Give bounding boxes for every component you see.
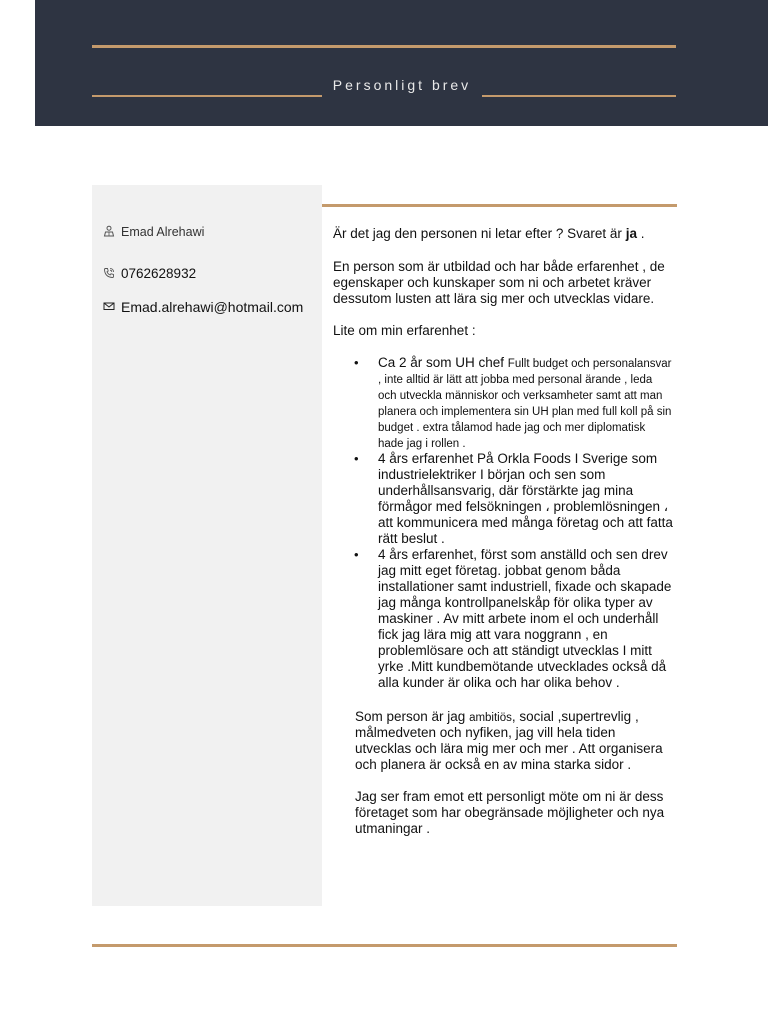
experience-lead: 4 års erfarenhet På Orkla Foods I Sverige som industrielektriker I början och sen som underhållsansvarig, där förstärkte jag mina förmågor med felsökningen ، problemlösningen ، att kommunicera med många företag och att fatta rätt beslut . xyxy=(378,451,673,546)
experience-item xyxy=(333,451,673,547)
person-icon xyxy=(103,225,117,239)
intro-answer: ja xyxy=(625,226,637,241)
contact-email-row xyxy=(103,299,303,315)
experience-heading: Lite om min erfarenhet : xyxy=(333,323,476,338)
contact-phone-row xyxy=(103,266,196,281)
contact-name-row xyxy=(103,225,204,239)
footer-rule xyxy=(92,944,677,947)
personality-rest: , social ,supertrevlig , målmedveten och nyfiken, jag vill hela tiden utvecklas och lära mig mer och mer . Att organisera och planera är också en av mina starka sidor . xyxy=(355,709,663,772)
intro-end: . xyxy=(636,226,645,241)
header-left-rule xyxy=(92,95,322,97)
experience-lead: Ca 2 år som UH chef xyxy=(378,355,508,370)
header-top-rule xyxy=(92,45,676,48)
intro-question: Är det jag den personen ni letar efter ? Svaret är xyxy=(333,226,622,241)
envelope-icon xyxy=(103,300,117,314)
experience-detail: Fullt budget och personalansvar , inte alltid är lätt att jobba med personal ärande , leda och utveckla människor och verksamheter samt att man planera och implementera sin UH plan med full koll på sin budget . extra tålamod hade jag och mer diplomatisk hade jag i rollen . xyxy=(378,358,672,450)
paragraph-closing: Jag ser fram emot ett personligt möte om ni är dess företaget som har obegränsade möjligheter och nya utmaningar . xyxy=(355,789,665,836)
paragraph-qualifications: En person som är utbildad och har både erfarenhet , de egenskaper och kunskaper som ni och arbetet kräver dessutom lusten att lära sig mer och utvecklas vidare. xyxy=(333,259,665,306)
contact-phone: 0762628932 xyxy=(121,266,197,281)
phone-icon xyxy=(103,267,117,281)
content-top-rule xyxy=(322,204,677,207)
personality-prefix: Som person är jag xyxy=(355,709,470,724)
personality-small: ambitiös xyxy=(469,712,512,724)
letter-body xyxy=(333,226,673,837)
experience-item xyxy=(333,547,673,691)
header-right-rule xyxy=(482,95,676,97)
experience-lead: 4 års erfarenhet, först som anställd och sen drev jag mitt eget företag. jobbat genom båda installationer samt industriell, fixade och skapade jag många kontrollpanelskåp för olika typer av maskiner . Av mitt arbete inom el och underhåll fick jag lära mig att vara noggrann , en problemlösare och att ständigt utvecklas I mitt yrke .Mitt kundbemötande utvecklades också då alla kunder är olika och har olika behov . xyxy=(378,547,672,690)
experience-list xyxy=(333,355,673,691)
contact-sidebar xyxy=(92,185,322,906)
document-title: Personligt brev xyxy=(332,77,472,93)
intro-line xyxy=(333,226,673,242)
experience-item xyxy=(333,355,673,451)
contact-name: Emad Alrehawi xyxy=(121,225,205,239)
header-banner xyxy=(35,0,768,126)
paragraph-personality xyxy=(333,709,673,773)
contact-email[interactable]: Emad.alrehawi@hotmail.com xyxy=(121,299,304,315)
